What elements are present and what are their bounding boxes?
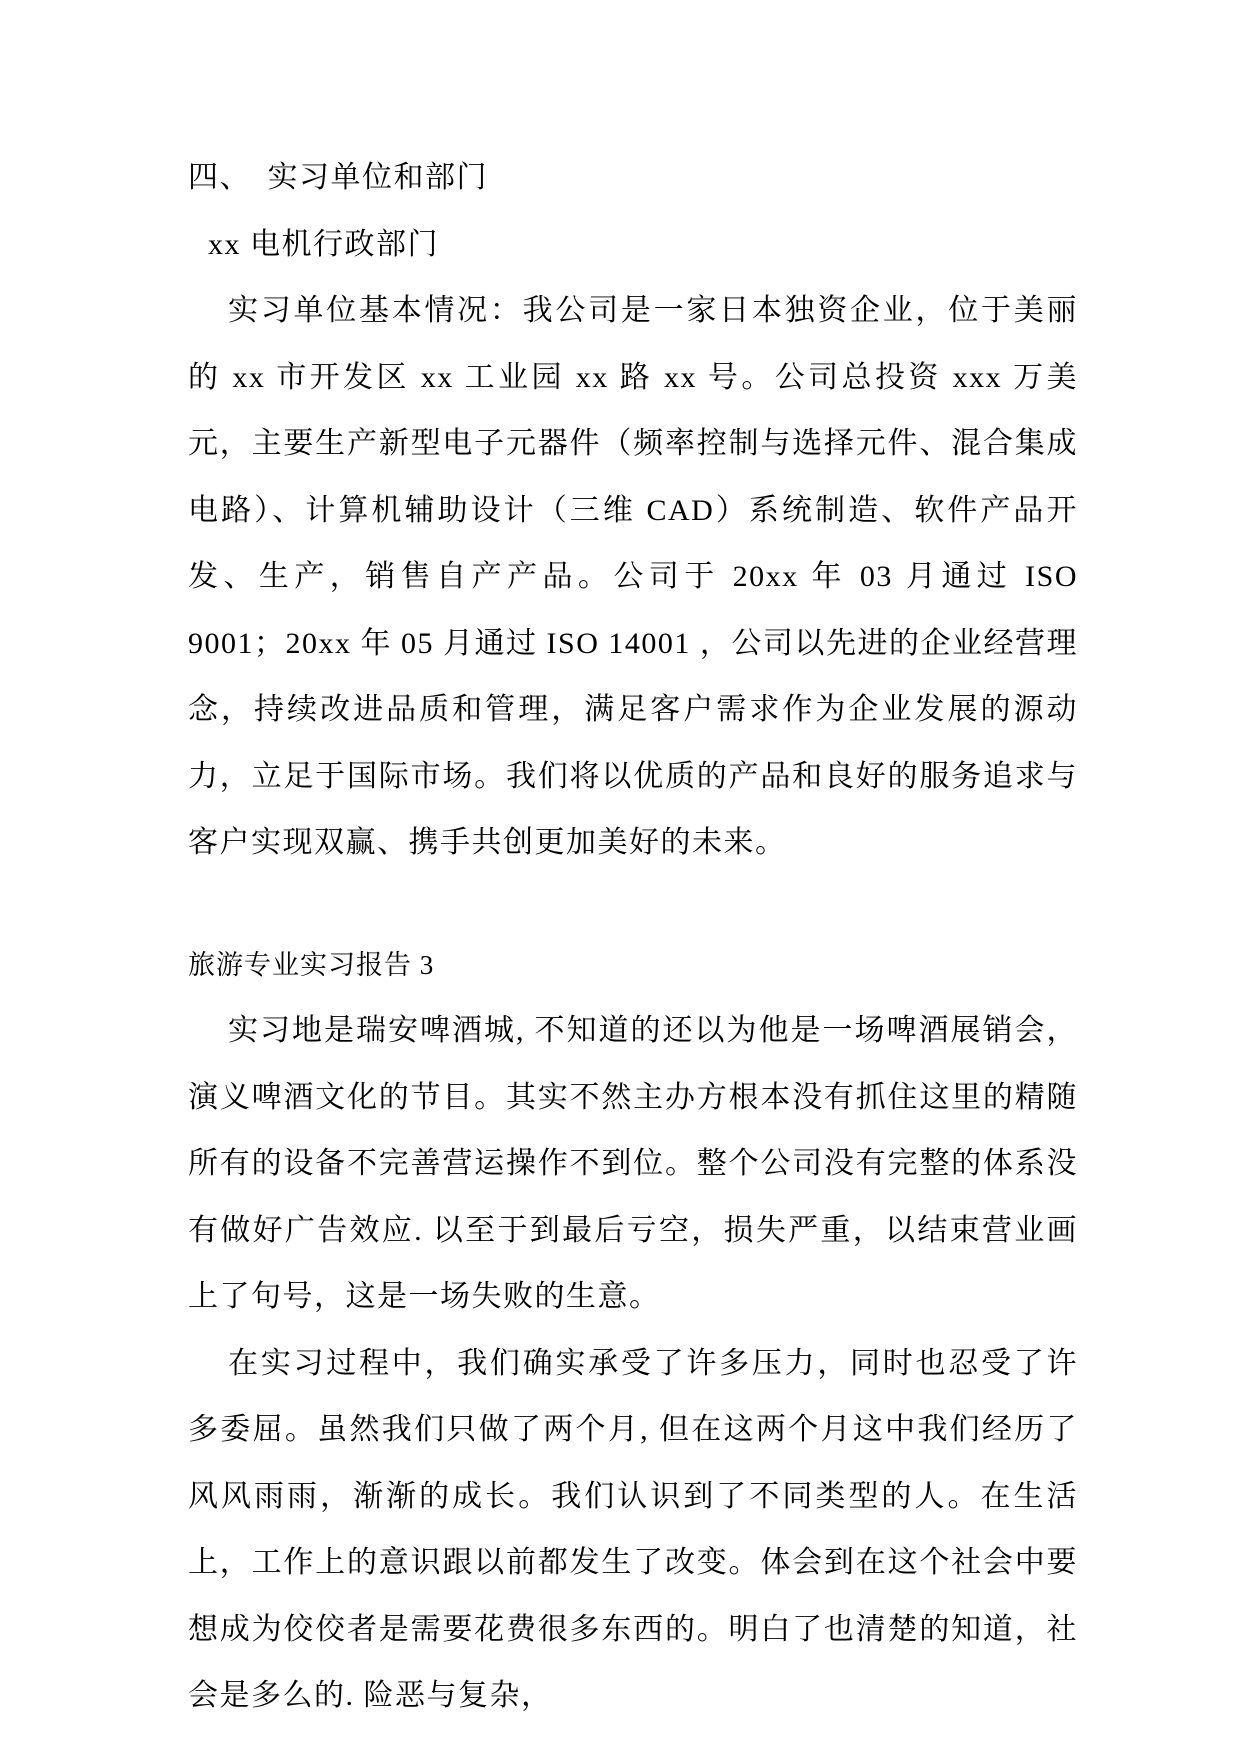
- company-intro-paragraph: 实习单位基本情况：我公司是一家日本独资企业，位于美丽的 xx 市开发区 xx 工业园 xx 路 xx 号。公司总投资 xxx 万美元，主要生产新型电子元器件（频率控制与选择元件、混合集成电路）、计算机辅助设计（三维 CAD）系统制造、软件产品开发、生产，销售自产产品。公司于 20xx 年 03 月通过 ISO 9001；20xx 年 05 月通过 ISO 14001 ，公司以先进的企业经营理念，持续改进品质和管理，满足客户需求作为企业发展的源动力，立足于国际市场。我们将以优质的产品和良好的服务追求与客户实现双赢、携手共创更加美好的未来。: [188, 294, 1078, 859]
- department-line: xx 电机行政部门: [208, 227, 439, 261]
- report-3-paragraph-2: 在实习过程中，我们确实承受了许多压力，同时也忍受了许多委屈。虽然我们只做了两个月, 但在这两个月这中我们经历了风风雨雨，渐渐的成长。我们认识到了不同类型的人。在生活上，工作上的意识跟以前都发生了改变。体会到在这个社会中要想成为佼佼者是需要花费很多东西的。明白了也清楚的知道，社会是多么的. 险恶与复杂，: [188, 1346, 1078, 1712]
- section-4-heading: 四、 实习单位和部门: [188, 161, 488, 194]
- report-3-heading: 旅游专业实习报告 3: [188, 949, 435, 980]
- report-3-paragraph-1: 实习地是瑞安啤酒城, 不知道的还以为他是一场啤酒展销会，演义啤酒文化的节目。其实不然主办方根本没有抓住这里的精随所有的设备不完善营运操作不到位。整个公司没有完整的体系没有做好广告效应. 以至于到最后亏空，损失严重，以结束营业画上了句号，这是一场失败的生意。: [188, 1014, 1078, 1313]
